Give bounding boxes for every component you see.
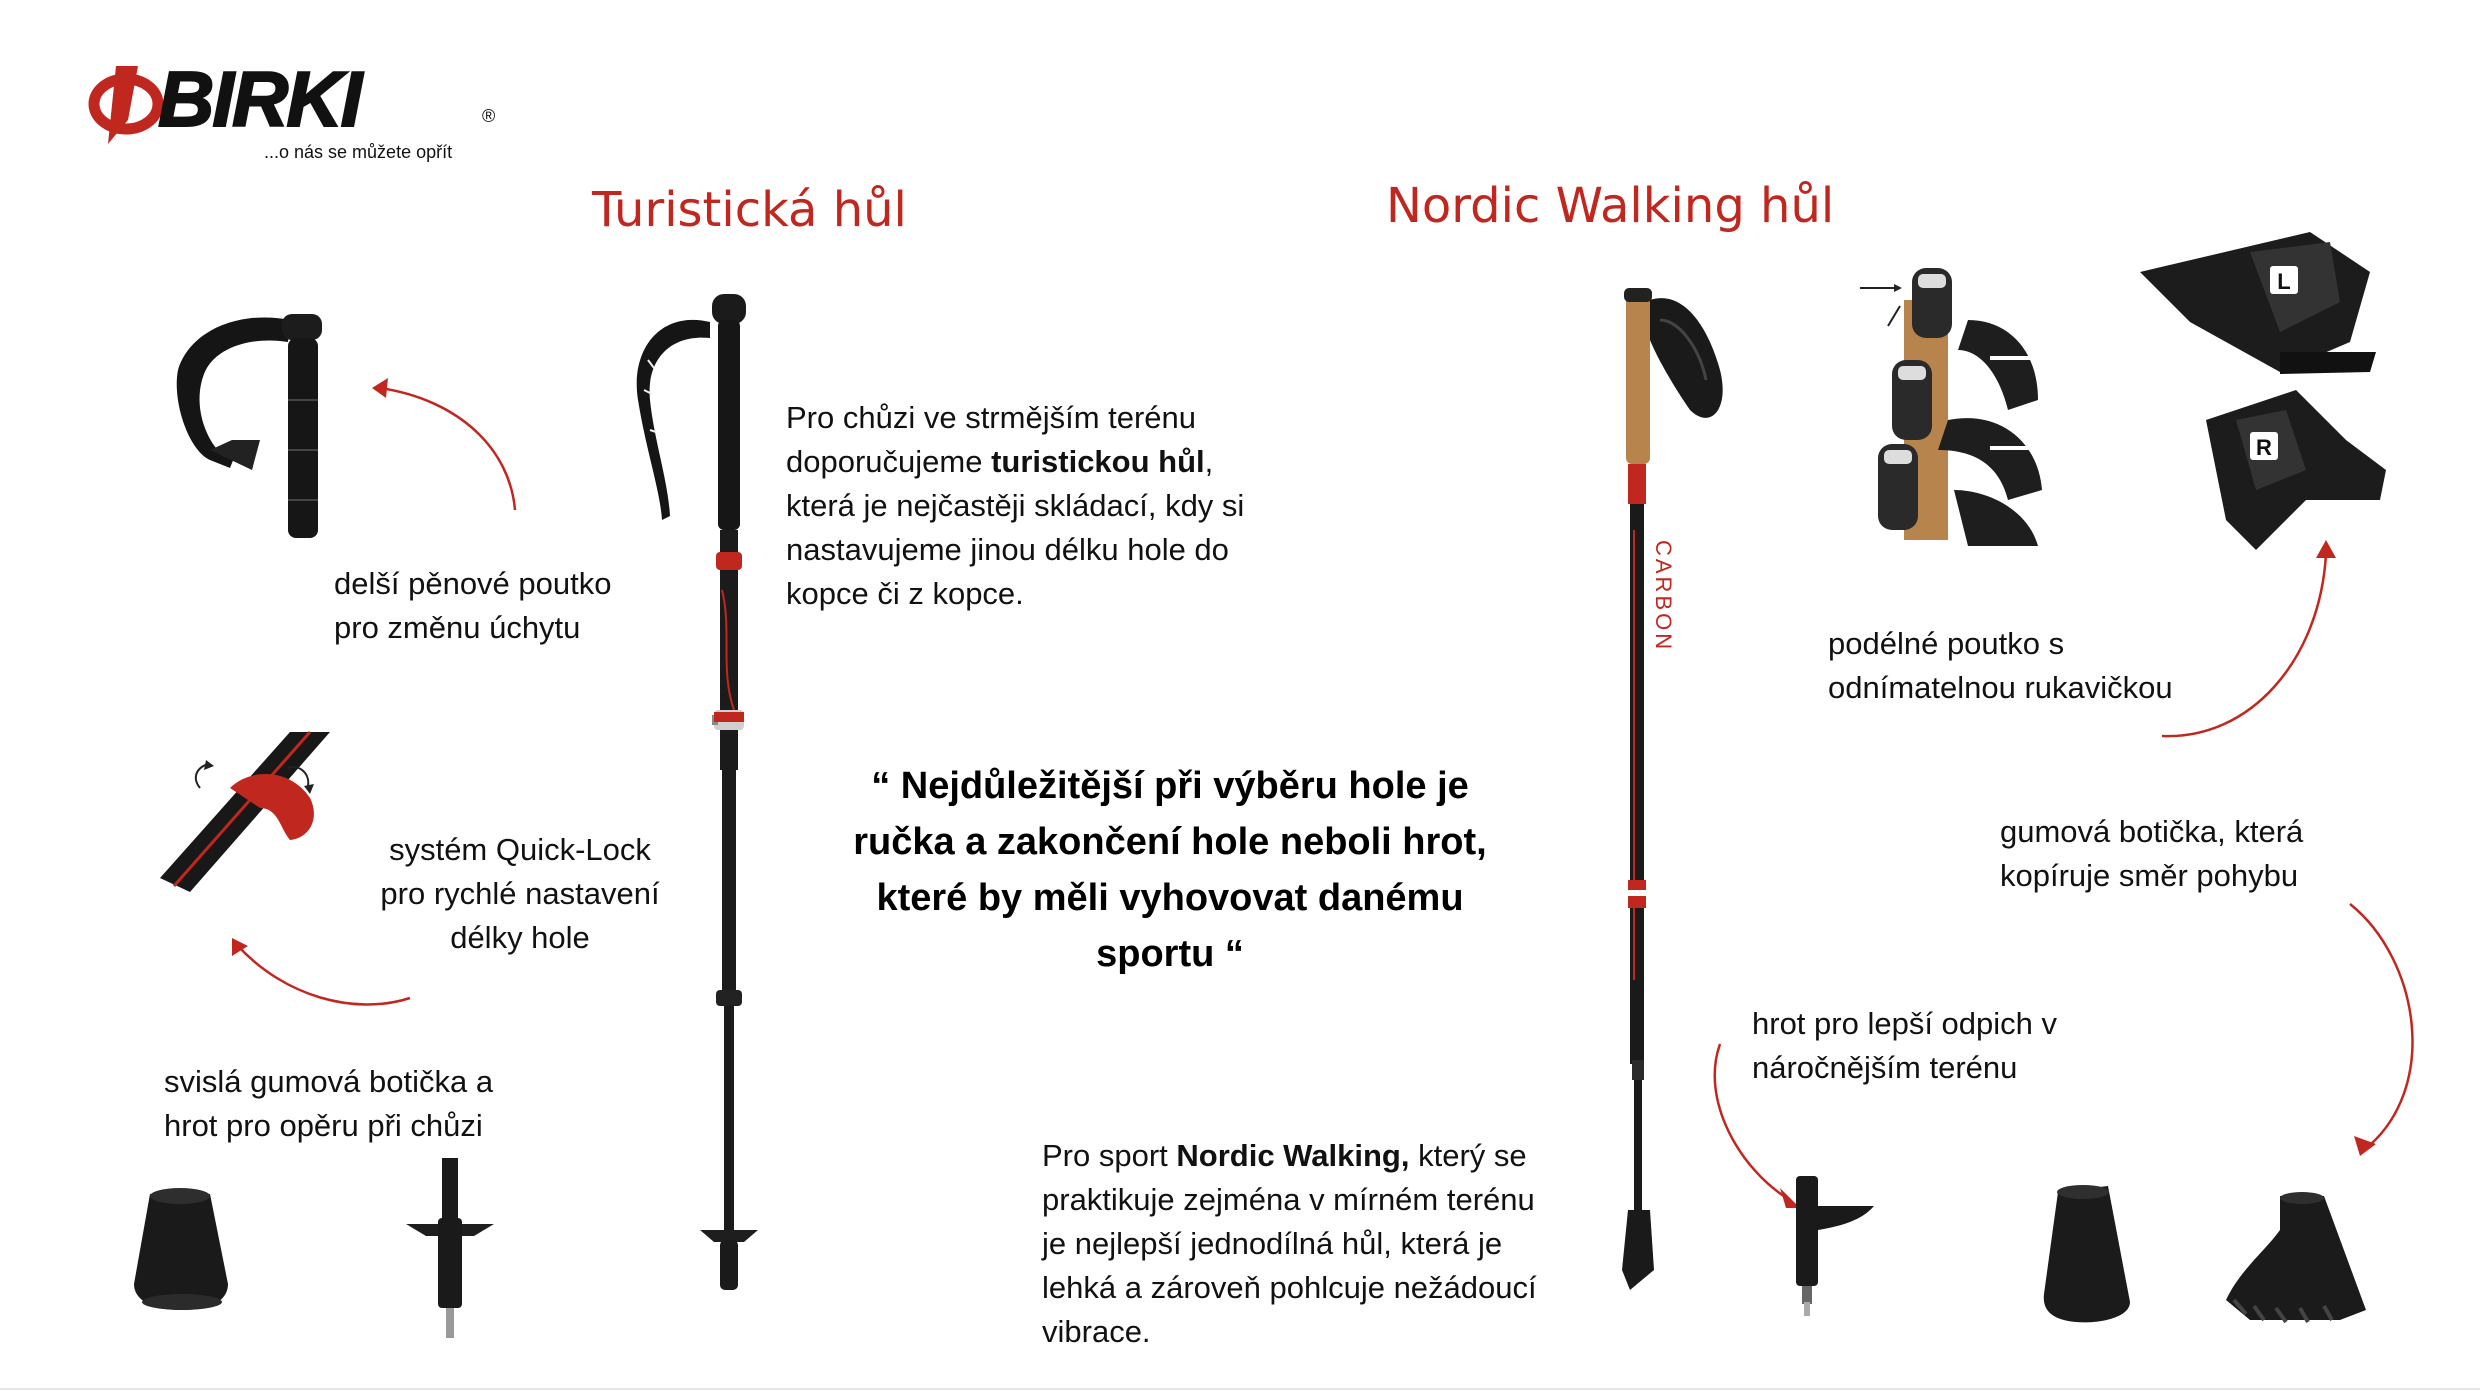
strap-left-image xyxy=(2130,222,2380,382)
desc-line: kopce či z kopce. xyxy=(786,576,1024,611)
desc-bold-text: turistickou hůl xyxy=(991,444,1205,479)
nordic-grip-detail-image xyxy=(1858,250,2048,550)
rubber-boot-vertical-image xyxy=(2038,1182,2148,1327)
caption-long-strap xyxy=(1828,622,2173,710)
quote-line: “ Nejdůležitější při výběru hole je xyxy=(871,765,1469,807)
brand-logo xyxy=(78,55,518,168)
nordic-carbide-tip-image xyxy=(1782,1176,1882,1326)
heading-trekking-pole: Turistická hůl xyxy=(592,182,907,238)
vertical-pole-tip-image xyxy=(400,1158,500,1358)
caption-line: hrot pro lepší odpich v xyxy=(1752,1006,2058,1041)
quick-lock-image xyxy=(160,728,330,898)
nordic-pole-description xyxy=(1042,1134,1537,1354)
caption-line: odnímatelnou rukavičkou xyxy=(1828,670,2173,705)
caption-line: podélné poutko s xyxy=(1828,626,2065,661)
registered-mark: ® xyxy=(482,106,496,126)
strap-right-image xyxy=(2196,380,2396,560)
desc-line: praktikuje zejména v mírném terénu xyxy=(1042,1182,1535,1217)
rubber-boot-angled-image xyxy=(2220,1190,2380,1330)
quote-line: ručka a zakončení hole neboli hrot, xyxy=(853,821,1487,863)
desc-text: Pro sport xyxy=(1042,1138,1177,1173)
caption-line: systém Quick-Lock xyxy=(389,832,651,867)
strap-mark-left: L xyxy=(2277,269,2291,294)
center-quote xyxy=(820,758,1520,982)
caption-foam-strap xyxy=(334,562,612,650)
caption-line: hrot pro opěru při chůzi xyxy=(164,1108,483,1143)
desc-line: je nejlepší jednodílná hůl, která je xyxy=(1042,1226,1503,1261)
quote-line: které by měli vyhovovat danému xyxy=(876,877,1464,919)
caption-line: náročnějším terénu xyxy=(1752,1050,2018,1085)
desc-line: vibrace. xyxy=(1042,1314,1151,1349)
vertical-rubber-boot-image xyxy=(128,1184,238,1314)
bottom-divider xyxy=(0,1388,2480,1390)
desc-line xyxy=(1042,1134,1537,1178)
foam-grip-strap-image xyxy=(170,290,340,570)
heading-nordic-walking-pole: Nordic Walking hůl xyxy=(1386,178,1835,234)
strap-mark-right: R xyxy=(2256,435,2272,460)
desc-bold-text: Nordic Walking, xyxy=(1176,1138,1410,1173)
trekking-pole-description xyxy=(786,396,1244,616)
caption-line: kopíruje směr pohybu xyxy=(2000,858,2299,893)
caption-line: pro změnu úchytu xyxy=(334,610,581,645)
caption-vertical-tip xyxy=(164,1060,493,1148)
desc-line: nastavujeme jinou délku hole do xyxy=(786,532,1229,567)
desc-text: doporučujeme xyxy=(786,444,992,479)
desc-line: Pro chůzi ve strmějším terénu xyxy=(786,400,1197,435)
pole-print-carbon: CARBON xyxy=(1651,540,1676,653)
logo-tagline: ...o nás se můžete opřít xyxy=(264,142,453,162)
caption-line: pro rychlé nastavení xyxy=(380,876,660,911)
caption-line: delší pěnové poutko xyxy=(334,566,612,601)
logo-wordmark: BIRKI xyxy=(158,55,361,143)
desc-line xyxy=(786,440,1244,484)
caption-line: svislá gumová botička a xyxy=(164,1064,494,1099)
arrow-to-straps-icon xyxy=(2160,540,2340,740)
desc-text: , xyxy=(1204,444,1214,479)
desc-line: která je nejčastěji skládací, kdy si xyxy=(786,488,1245,523)
desc-line: lehká a zároveň pohlcuje nežádoucí xyxy=(1042,1270,1537,1305)
arrow-to-rubber-boot-icon xyxy=(2340,900,2460,1160)
arrow-to-foam-grip-icon xyxy=(360,370,530,520)
arrow-to-quick-lock-icon xyxy=(224,936,424,1016)
caption-line: gumová botička, která xyxy=(2000,814,2304,849)
caption-rubber-boot xyxy=(2000,810,2303,898)
desc-text: který se xyxy=(1409,1138,1527,1173)
caption-line: délky hole xyxy=(450,920,590,955)
trekking-pole-image xyxy=(620,290,780,1320)
quote-line: sportu “ xyxy=(1096,933,1244,975)
